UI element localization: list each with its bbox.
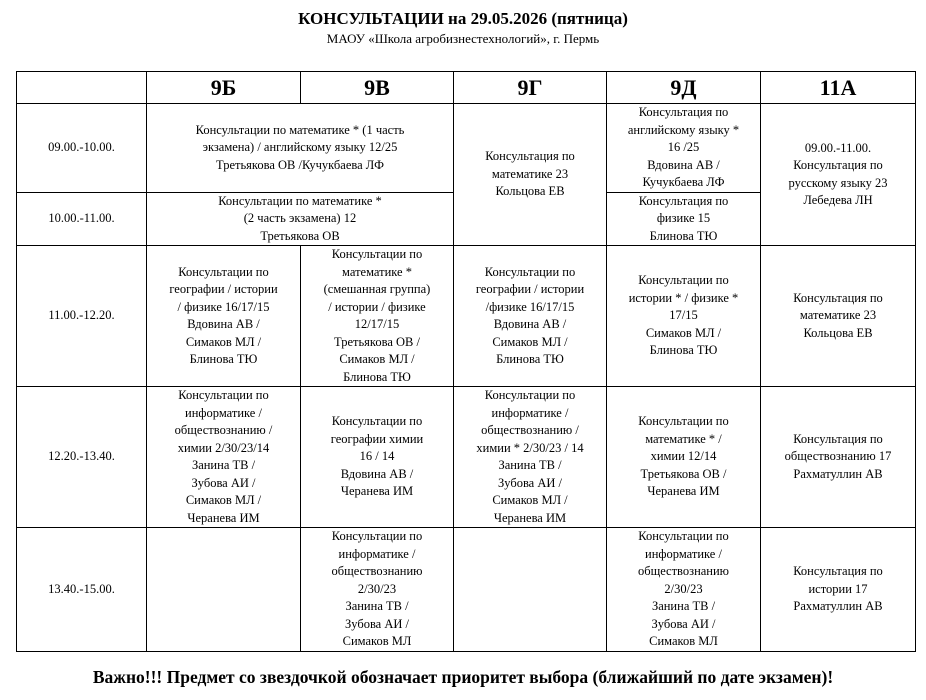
page-title: КОНСУЛЬТАЦИИ на 29.05.2026 (пятница) <box>298 9 628 28</box>
cell-r12-11a: 09.00.-11.00. Консультация по русскому языку 23 Лебедева ЛН <box>761 104 916 246</box>
time-cell: 10.00.-11.00. <box>17 192 147 246</box>
header-11a: 11А <box>761 72 916 104</box>
cell-r3-11a: Консультация по математике 23 Кольцова ЕВ <box>761 246 916 387</box>
cell-r4-11a: Консультация по обществознанию 17 Рахматуллин АВ <box>761 387 916 528</box>
cell-r4-9g: Консультации по информатике / обществознанию / химии * 2/30/23 / 14 Занина ТВ / Зубова АИ / Симаков МЛ / Черанева ИМ <box>454 387 607 528</box>
cell-r5-9g <box>454 528 607 652</box>
table-row <box>17 528 916 652</box>
header-9v: 9В <box>301 72 454 104</box>
cell-r5-11a: Консультация по истории 17 Рахматуллин АВ <box>761 528 916 652</box>
cell-r5-9v: Консультации по информатике / обществознанию 2/30/23 Занина ТВ / Зубова АИ / Симаков МЛ <box>301 528 454 652</box>
important-note: Важно!!! Предмет со звездочкой обозначает приоритет выбора (ближайший по дате экзамен)! <box>92 667 834 687</box>
cell-r2-9b-9v: Консультации по математике * (2 часть экзамена) 12 Третьякова ОВ <box>147 192 454 246</box>
page-subtitle: МАОУ «Школа агробизнестехнологий», г. Пермь <box>326 31 600 46</box>
cell-r3-9g: Консультации по географии / истории /физике 16/17/15 Вдовина АВ / Симаков МЛ / Блинова ТЮ <box>454 246 607 387</box>
table-row <box>17 246 916 387</box>
header-9b: 9Б <box>147 72 301 104</box>
time-cell: 09.00.-10.00. <box>17 104 147 193</box>
header-row <box>17 72 916 104</box>
cell-r1-9d: Консультация по английскому языку * 16 /25 Вдовина АВ / Кучукбаева ЛФ <box>607 104 761 193</box>
cell-r12-9g: Консультация по математике 23 Кольцова ЕВ <box>454 104 607 246</box>
time-cell: 13.40.-15.00. <box>17 528 147 652</box>
cell-r3-9d: Консультации по истории * / физике * 17/15 Симаков МЛ / Блинова ТЮ <box>607 246 761 387</box>
header-9d: 9Д <box>607 72 761 104</box>
header-corner <box>17 72 147 104</box>
table-row <box>17 104 916 193</box>
cell-r2-9d: Консультация по физике 15 Блинова ТЮ <box>607 192 761 246</box>
cell-r4-9b: Консультации по информатике / обществознанию / химии 2/30/23/14 Занина ТВ / Зубова АИ / Симаков МЛ / Черанева ИМ <box>147 387 301 528</box>
time-cell: 11.00.-12.20. <box>17 246 147 387</box>
cell-r4-9v: Консультации по географии химии 16 / 14 Вдовина АВ / Черанева ИМ <box>301 387 454 528</box>
schedule-table <box>16 71 916 652</box>
header-9g: 9Г <box>454 72 607 104</box>
time-cell: 12.20.-13.40. <box>17 387 147 528</box>
cell-r3-9v: Консультации по математике * (смешанная группа) / истории / физике 12/17/15 Третьякова ОВ / Симаков МЛ / Блинова ТЮ <box>301 246 454 387</box>
cell-r5-9b <box>147 528 301 652</box>
cell-r4-9d: Консультации по математике * / химии 12/14 Третьякова ОВ / Черанева ИМ <box>607 387 761 528</box>
cell-r3-9b: Консультации по географии / истории / физике 16/17/15 Вдовина АВ / Симаков МЛ / Блинова ТЮ <box>147 246 301 387</box>
cell-r5-9d: Консультации по информатике / обществознанию 2/30/23 Занина ТВ / Зубова АИ / Симаков МЛ <box>607 528 761 652</box>
table-row <box>17 387 916 528</box>
cell-r1-9b-9v: Консультации по математике * (1 часть экзамена) / английскому языку 12/25 Третьякова ОВ /Кучукбаева ЛФ <box>147 104 454 193</box>
